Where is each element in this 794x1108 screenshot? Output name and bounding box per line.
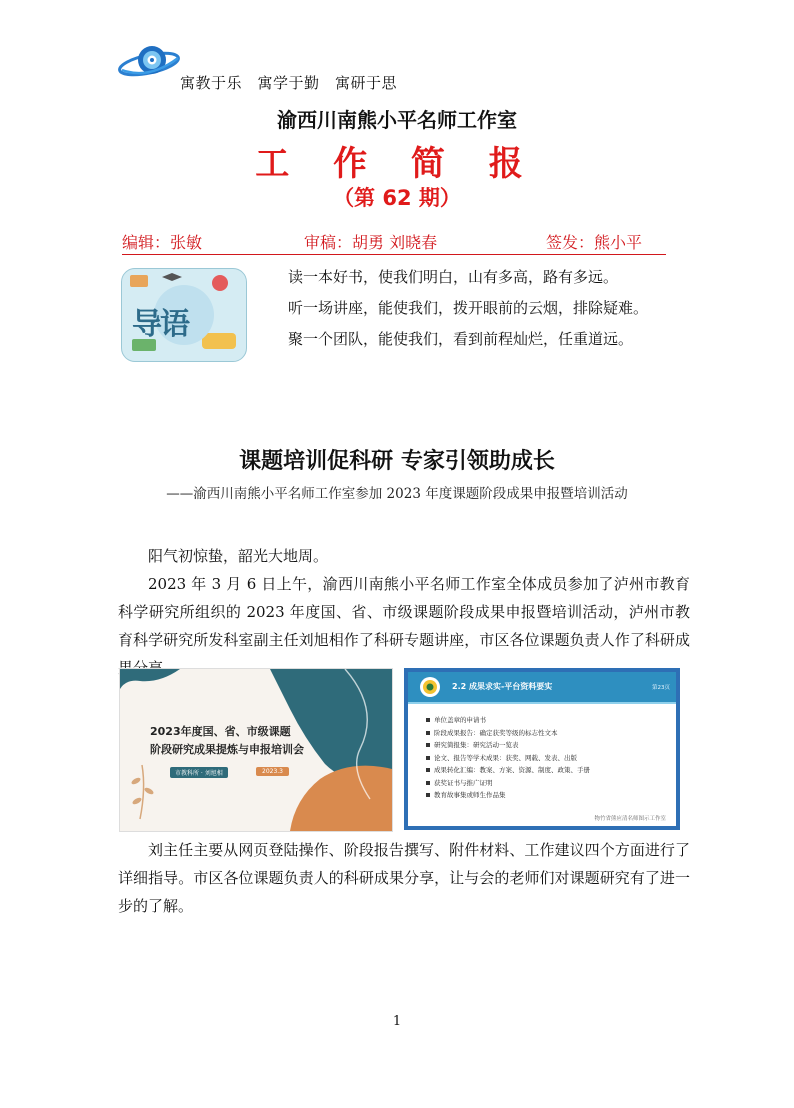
- slide-footer: 物竹省熊应清名师图示工作室: [594, 816, 666, 822]
- slogan: 寓教于乐 寓学于勤 寓研于思: [180, 74, 398, 92]
- reviewer: 审稿：胡勇 刘晓春: [304, 233, 438, 252]
- guide-line-1: 读一本好书，使我们明白，山有多高，路有多远。: [288, 268, 619, 286]
- guide-line-2: 听一场讲座，能使我们，拨开眼前的云烟，排除疑难。: [288, 299, 649, 317]
- slide-bullet-item: [426, 739, 666, 752]
- guide-label: 导语: [132, 307, 188, 342]
- issue-number: （第 62 期）: [333, 186, 461, 210]
- slide-bullet-text: 论文、报告等学术成果：获奖、网载、发表、出版: [434, 753, 577, 762]
- page-number: 1: [392, 1014, 402, 1029]
- slide-bullet-text: 单位盖章的申请书: [434, 716, 486, 724]
- guide-badge: [121, 268, 247, 362]
- slide-bullet-list: [426, 714, 666, 802]
- slide-left: [119, 668, 393, 832]
- bullet-square-icon: [426, 756, 430, 760]
- article-title: 课题培训促科研 专家引领助成长: [239, 449, 555, 474]
- paragraph-2: 2023 年 3 月 6 日上午，渝西川南熊小平名师工作室全体成员参加了泸州市教育科学研究所组织的 2023 年度国、省、市级课题阶段成果申报暨培训活动，泸州市教育科学研究所发科室副主任刘旭相作了科研专题讲座，市区各位课题负责人作了科研成: [118, 575, 690, 649]
- slide-bullet-item: [426, 714, 666, 727]
- bullet-square-icon: [426, 718, 430, 722]
- paragraph-1: 阳气初惊蛰，韶光大地周。: [148, 547, 329, 565]
- staff-line: [122, 230, 666, 255]
- approver: 签发：熊小平: [546, 233, 643, 252]
- bulletin-title: 工 作 简 报: [255, 144, 539, 184]
- bullet-square-icon: [426, 768, 430, 772]
- slide-bullet-text: 研究简报集：研究活动一览表: [434, 741, 519, 749]
- bullet-square-icon: [426, 731, 430, 735]
- slide-speaker-tag: 市教科所 · 刘旭相: [170, 767, 228, 778]
- bullet-square-icon: [426, 781, 430, 785]
- slide-bullet-text: 成果转化汇编：教案、方案、资源、制度、政策、手册: [434, 766, 590, 774]
- bullet-square-icon: [426, 793, 430, 797]
- paragraph-3: 刘主任主要从网页登陆操作、阶段报告撰写、附件材料、工作建议四个方面进行了详细指导。市区各位课题负责人的科研成果分享，让与会的老师们对课题研究有了进一步的了解。: [118, 841, 690, 915]
- logo-icon: [116, 40, 182, 84]
- slide-date-tag: 2023.3: [256, 767, 289, 776]
- slide-bullet-item: [426, 777, 666, 790]
- slide-right: [404, 668, 680, 830]
- guide-line-3: 聚一个团队，能使我们，看到前程灿烂，任重道远。: [288, 330, 634, 348]
- slide-bullet-item: [426, 752, 666, 765]
- studio-name: 渝西川南熊小平名师工作室: [277, 108, 517, 132]
- slide-title-line-1: 2023年度国、省、市级课题: [150, 725, 291, 738]
- slide-bullet-text: 获奖证书与推广证明: [434, 778, 493, 787]
- bullet-square-icon: [426, 743, 430, 747]
- editor: 编辑：张敏: [122, 233, 203, 252]
- slide-bullet-item: [426, 789, 666, 802]
- slide-bullet-item: [426, 764, 666, 777]
- article-subtitle: ——渝西川南熊小平名师工作室参加 2023 年度课题阶段成果申报暨培训活动: [166, 486, 628, 502]
- slide-title-line-2: 阶段研究成果提炼与申报培训会: [150, 743, 304, 756]
- slide-bullet-text: 教育故事集或师生作品集: [434, 791, 506, 799]
- slide-heading: 2.2 成果求实-平台资料要实: [452, 682, 553, 691]
- slide-page: 第23页: [652, 685, 670, 691]
- slide-bullet-item: [426, 727, 666, 740]
- slide-bullet-text: 阶段成果报告：确定获奖等级的标志性文本: [434, 728, 558, 737]
